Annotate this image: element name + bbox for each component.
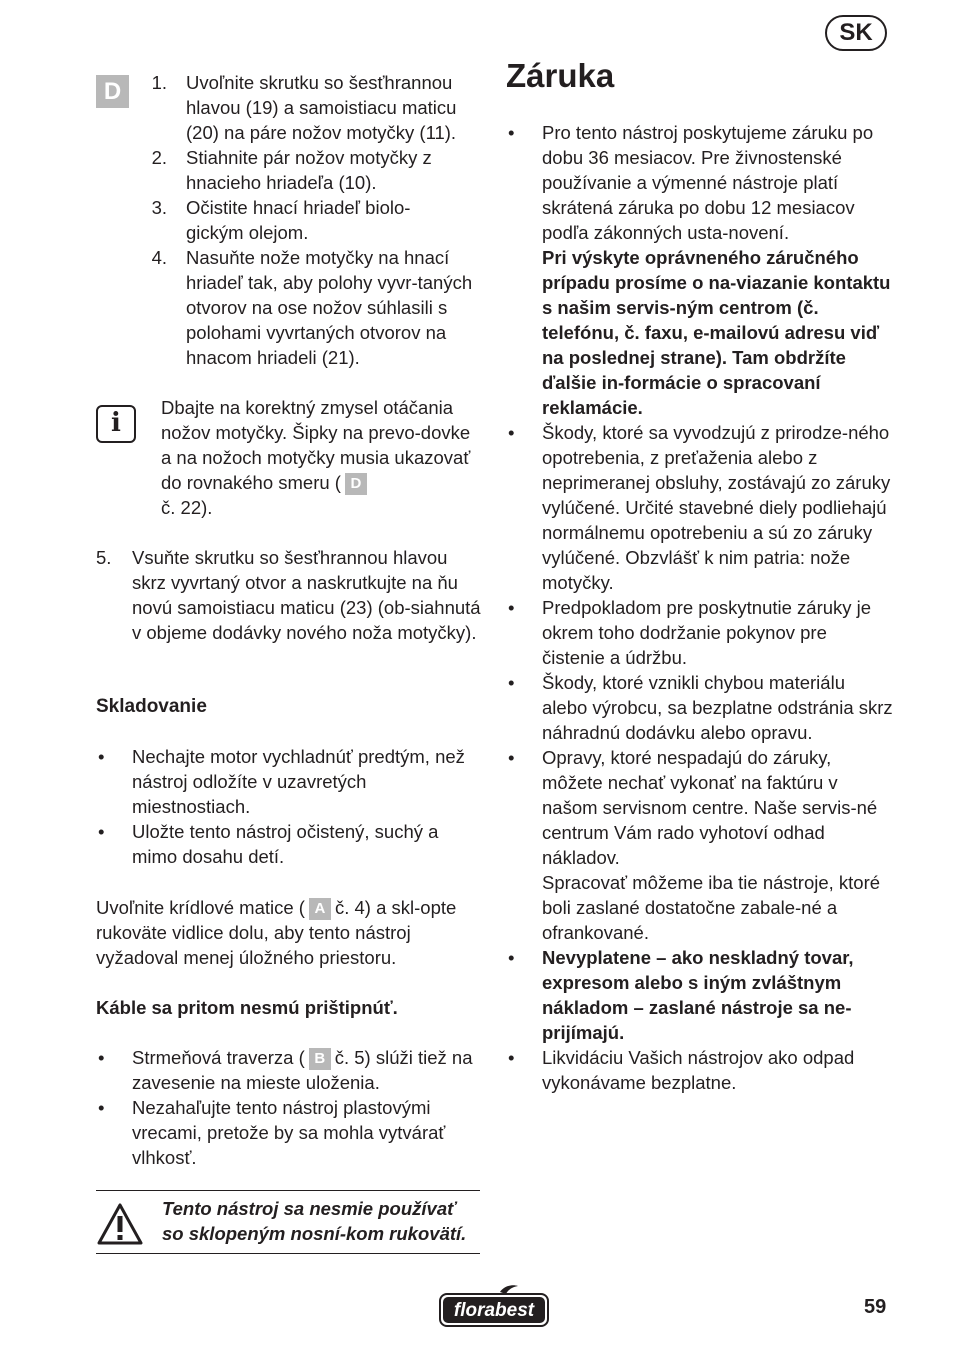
para-text: č. 4) a skl-opte rukoväte vidlice dolu, aby tento nástroj vyžadoval menej úložného priestoru.	[96, 897, 457, 969]
list-text: Spracovať môžeme iba tie nástroje, ktoré boli zaslané dostatočne zabale-né a ofrankované.	[542, 872, 881, 943]
step-text: Uvoľnite skrutku so šesťhrannou hlavou (19) a samoistiacu maticu (20) na páre nožov motyčky (11).	[186, 72, 457, 143]
step-text: Očistite hnací hriadeľ biolo-gickým olejom.	[186, 197, 411, 243]
step-text: Nasuňte nože motyčky na hnací hriadeľ tak, aby polohy vyvr-taných otvorov na ose nožov súhlasili s polohami vyvrtaných otvorov na hnacom hriadeli (21).	[186, 247, 473, 368]
bullet: •	[98, 821, 105, 842]
steps-list	[96, 70, 482, 370]
list-item	[96, 744, 482, 819]
info-text: Dbajte na korektný zmysel otáčania nožov motyčky. Šipky na prevo-dovke a na nožoch motyčky musia ukazovať do rovnakého smeru (	[161, 397, 471, 493]
step-number: 2.	[151, 147, 167, 168]
storage-section	[96, 694, 482, 869]
list-text: Strmeňová traverza (	[132, 1047, 305, 1068]
bullet: •	[508, 947, 515, 968]
step-item	[132, 195, 482, 245]
warranty-list	[506, 120, 894, 1095]
bullet: •	[508, 422, 515, 443]
figure-tag-a: A	[309, 898, 331, 920]
list-item	[506, 945, 894, 1045]
step-text: Vsuňte skrutku so šesťhrannou hlavou skrz vyvrtaný otvor a naskrutkujte na ňu novú samoistiacu maticu (23) (ob-siahnutá v objeme dodávky nového noža motyčky).	[132, 547, 481, 643]
hanging-list	[96, 1045, 482, 1170]
para-text: Uvoľnite krídlové matice (	[96, 897, 305, 918]
bullet: •	[98, 1047, 105, 1068]
step-number: 1.	[151, 72, 167, 93]
warning-icon	[96, 1202, 146, 1251]
step-number: 5.	[96, 547, 112, 568]
bullet: •	[508, 122, 515, 143]
list-item	[506, 595, 894, 670]
list-text: Nechajte motor vychladnúť predtým, než nástroj odložíte v uzavretých miestnostiach.	[132, 746, 465, 817]
section-heading: Skladovanie	[96, 696, 207, 717]
list-item	[506, 120, 894, 420]
list-text: Predpokladom pre poskytnutie záruky je okrem toho dodržanie pokynov pre čistenie a údržbu.	[542, 597, 872, 668]
bullet: •	[98, 1097, 105, 1119]
step-item	[132, 245, 482, 370]
list-text: Pro tento nástroj poskytujeme záruku po dobu 36 mesiacov. Pre živnostenské používanie a výmenné nástroje platí skrátená záruka po dobu 12 mesiacov podľa zákonných usta-novení.	[542, 122, 874, 243]
list-item	[506, 420, 894, 595]
bullet: •	[508, 672, 515, 693]
cables-note: Káble sa pritom nesmú prištipnúť.	[96, 997, 398, 1018]
warning-text: Tento nástroj sa nesmie používať so sklopeným nosní-kom rukovätí.	[162, 1198, 467, 1244]
step5	[96, 545, 482, 645]
warning-box	[96, 1190, 480, 1254]
figure-tag-d: D	[96, 75, 129, 108]
figure-tag-d: D	[345, 473, 367, 495]
figure-tag-b: B	[309, 1048, 331, 1070]
list-item	[506, 1045, 894, 1095]
florabest-logo	[438, 1284, 550, 1333]
info-icon: i	[96, 405, 136, 443]
list-text: Škody, ktoré sa vyvodzujú z prirodze-ného opotrebenia, z preťaženia alebo z neprimeranej obsluhy, zostávajú zo záruky vylúčené. Určité stavebné diely podliehajú normálnemu opotrebeniu a sú zo záruky vylúčené. Obzvlášť k nim patria: nože motyčky.	[542, 422, 891, 593]
bullet: •	[98, 746, 105, 767]
list-text: Škody, ktoré vznikli chybou materiálu alebo výrobcu, sa bezplatne odstránia skrz náhradnú dodávku alebo opravu.	[542, 672, 893, 743]
step-number: 4.	[151, 247, 167, 268]
page-number: 59	[864, 1296, 887, 1318]
step-number: 3.	[151, 197, 167, 218]
bullet: •	[508, 747, 515, 768]
list-text-bold: Pri výskyte oprávneného záručného prípadu prosíme o na-viazanie kontaktu s našim servis-ným centrom (č. telefónu, č. faxu, e-mailovú adresu viď na poslednej strane). Tam obdržíte ďalšie in-formácie o spracovaní reklamácie.	[542, 247, 891, 418]
bullet: •	[508, 1047, 515, 1068]
step-text: Stiahnite pár nožov motyčky z hnacieho hriadeľa (10).	[186, 147, 432, 193]
info-note	[96, 395, 482, 520]
list-text-bold: Nevyplatene – ako neskladný tovar, expresom alebo s iným zvláštnym nákladom – zaslané nástroje sa ne-prijímajú.	[542, 947, 854, 1043]
list-text: č. 5) slúži tiež na zavesenie na mieste uloženia.	[132, 1047, 473, 1094]
list-item	[96, 1095, 482, 1170]
list-item	[506, 670, 894, 745]
info-text-end: č. 22).	[161, 497, 213, 519]
step-item	[132, 145, 482, 195]
list-text: Opravy, ktoré nespadajú do záruky, môžete nechať vykonať na faktúru v našom servisnom centre. Naše servis-né centrum Vám rado vyhotoví odhad nákladov.	[542, 747, 878, 868]
list-item	[96, 1045, 482, 1095]
bullet: •	[508, 597, 515, 618]
step-item	[96, 545, 482, 645]
list-text: Nezahaľujte tento nástroj plastovými vrecami, pretože by sa mohla vytvárať vlhkosť.	[132, 1097, 446, 1169]
list-item	[96, 819, 482, 869]
wing-paragraph	[96, 895, 482, 970]
list-text: Likvidáciu Vašich nástrojov ako odpad vykonávame bezplatne.	[542, 1047, 855, 1093]
list-text: Uložte tento nástroj očistený, suchý a mimo dosahu detí.	[132, 821, 439, 867]
list-item	[506, 745, 894, 945]
page-title: Záruka	[506, 57, 615, 94]
step-item	[132, 70, 482, 145]
language-badge: SK	[825, 15, 887, 51]
logo-text: florabest	[453, 1300, 535, 1321]
